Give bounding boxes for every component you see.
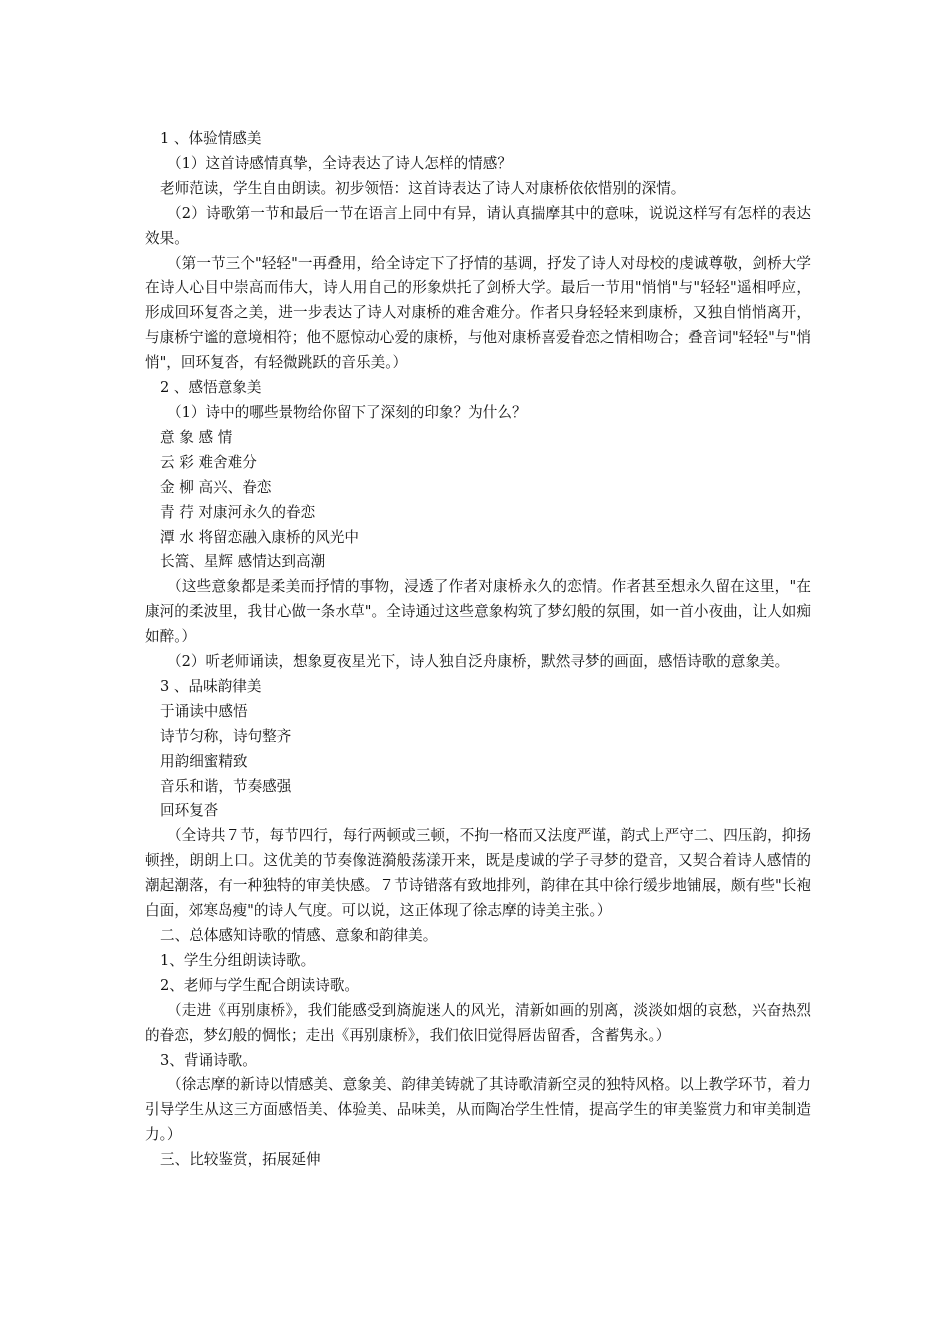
- question: （2）听老师诵读，想象夏夜星光下，诗人独自泛舟康桥，默然寻梦的画面，感悟诗歌的意象美。: [167, 653, 790, 671]
- rhythm-point: 回环复沓: [160, 802, 219, 820]
- question: （1）诗中的哪些景物给你留下了深刻的印象？为什么？: [167, 403, 527, 421]
- rhythm-point: 用韵细蜜精致: [160, 752, 248, 770]
- paragraph: （这些意象都是柔美而抒情的事物，浸透了作者对康桥永久的恋情。作者甚至想永久留在这里，"在康河的柔波里，我甘心做一条水草"。全诗通过这些意象构筑了梦幻般的氛围，如一首小夜曲，让人如痴如醉。）: [145, 578, 811, 646]
- document-body: [145, 127, 811, 1173]
- question: （2）诗歌第一节和最后一节在语言上同中有异，请认真揣摩其中的意味，说说这样写有怎样的表达效果。: [145, 204, 811, 247]
- paragraph: 老师范读，学生自由朗读。初步领悟：这首诗表达了诗人对康桥依依惜别的深情。: [160, 179, 686, 197]
- imagery-list-header: 意 象 感 情: [160, 428, 233, 446]
- list-item: 1、学生分组朗读诗歌。: [160, 951, 316, 969]
- section-heading: 三、比较鉴赏，拓展延伸: [160, 1151, 321, 1169]
- rhythm-point: 诗节匀称，诗句整齐: [160, 727, 292, 745]
- imagery-list-item: 长篙、星辉 感情达到高潮: [160, 553, 326, 571]
- section-heading: 1 、体验情感美: [160, 130, 262, 147]
- paragraph: （第一节三个"轻轻"一再叠用，给全诗定下了抒情的基调，抒发了诗人对母校的虔诚尊敬，剑桥大学在诗人心目中崇高而伟大，诗人用自己的形象烘托了剑桥大学。最后一节用"悄悄"与"轻轻"遥相呼应，形成回环复沓之美，进一步表达了诗人对康桥的难舍难分。作者只身轻轻来到康桥，又独自悄悄离开，与康桥宁谧的意境相符；他不愿惊动心爱的康桥，与他对康桥喜爱眷恋之情相吻合；叠音词"轻轻"与"悄悄"，回环复沓，有轻微跳跃的音乐美。）: [145, 254, 811, 372]
- section-heading: 3 、品味韵律美: [160, 677, 262, 695]
- paragraph: （全诗共７节，每节四行，每行两顿或三顿，不拘一格而又法度严谨，韵式上严守二、四压韵，抑扬顿挫，朗朗上口。这优美的节奏像涟漪般荡漾开来，既是虔诚的学子寻梦的跫音，又契合着诗人感情的潮起潮落，有一种独特的审美快感。７节诗错落有致地排列，韵律在其中徐行缓步地铺展，颇有些"长袍白面，郊寒岛瘦"的诗人气度。可以说，这正体现了徐志摩的诗美主张。）: [145, 827, 811, 920]
- imagery-list-item: 青 荇 对康河永久的眷恋: [160, 503, 316, 521]
- paragraph: （走进《再别康桥》，我们能感受到旖旎迷人的风光，清新如画的别离，淡淡如烟的哀愁，兴奋热烈的眷恋，梦幻般的惆怅；走出《再别康桥》，我们依旧觉得唇齿留香，含蓄隽永。）: [145, 1001, 811, 1044]
- list-item: 3、背诵诗歌。: [160, 1051, 257, 1069]
- imagery-list-item: 云 彩 难舍难分: [160, 453, 257, 471]
- section-heading: 二、总体感知诗歌的情感、意象和韵律美。: [160, 927, 438, 944]
- rhythm-point: 于诵读中感悟: [160, 702, 248, 720]
- imagery-list-item: 金 柳 高兴、眷恋: [160, 478, 272, 496]
- question: （1）这首诗感情真挚，全诗表达了诗人怎样的情感？: [167, 154, 512, 172]
- paragraph: （徐志摩的新诗以情感美、意象美、韵律美铸就了其诗歌清新空灵的独特风格。以上教学环节，着力引导学生从这三方面感悟美、体验美、品味美，从而陶冶学生性情，提高学生的审美鉴赏力和审美制造力。）: [145, 1076, 811, 1144]
- section-heading: 2 、感悟意象美: [160, 379, 262, 397]
- imagery-list-item: 潭 水 将留恋融入康桥的风光中: [160, 528, 359, 546]
- rhythm-point: 音乐和谐，节奏感强: [160, 777, 292, 795]
- list-item: 2、老师与学生配合朗读诗歌。: [160, 976, 360, 994]
